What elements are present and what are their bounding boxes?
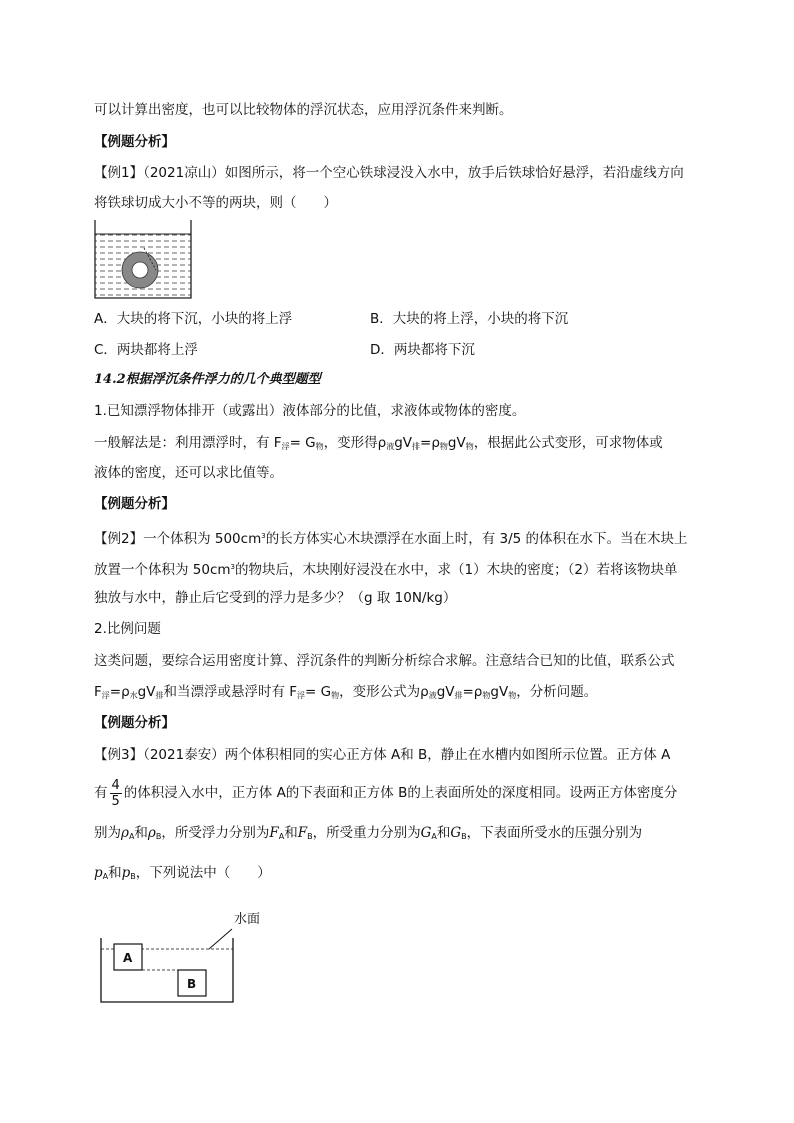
example3-line2: 有 $\frac{4}{5}$ 的体积浸入水中，正方体 A的下表面和正方体 B的上表面所处的深度相同。设两正方体密度分	[94, 777, 678, 809]
example2-line1: 【例2】一个体积为 $500cm^3$的长方体实心木块漂浮在水面上时，有 3/5 的体积在水下。当在木块上	[94, 531, 688, 547]
item1-line2: 液体的密度，还可以求比值等。	[94, 465, 283, 481]
fraction-four-fifths: $\frac{4}{5}$	[111, 777, 120, 809]
example2-line2: 放置一个体积为 $50cm^3$的物块后，木块刚好浸没在水中，求（1）木块的密度；（2）若将该物块单	[94, 562, 678, 578]
example-heading-1: 【例题分析】	[94, 134, 175, 150]
example3-line4: $p_A$和$p_B$，下列说法中（ ）	[94, 865, 271, 881]
item2-title: 2.比例问题	[94, 621, 161, 637]
example2-line3: 独放与水中，静止后它受到的浮力是多少？（g 取 10N/kg）	[94, 590, 457, 606]
option-b: B．大块的将上浮，小块的将下沉	[370, 311, 569, 327]
label-leader-line	[209, 929, 232, 949]
option-d: D．两块都将下沉	[370, 342, 475, 358]
example1-question-line1: 【例1】（2021凉山）如图所示，将一个空心铁球浸没入水中，放手后铁球恰好悬浮，若沿虚线方向	[94, 165, 684, 181]
example-heading-2: 【例题分析】	[94, 496, 175, 512]
hollow-ball-figure	[92, 220, 194, 300]
option-c: C．两块都将上浮	[94, 342, 198, 358]
item1-formula-line: 一般解法是：利用漂浮时，有 $F_浮= G_物$，变形得$\rho_液gV_排=\rho_物gV_物$，根据此公式变形，可求物体或	[94, 435, 663, 451]
option-a: A．大块的将下沉，小块的将上浮	[94, 311, 293, 327]
example1-question-line2: 将铁球切成大小不等的两块，则（ ）	[94, 195, 337, 211]
cubes-tank-figure	[96, 905, 276, 1005]
intro-paragraph: 可以计算出密度，也可以比较物体的浮沉状态，应用浮沉条件来判断。	[94, 102, 513, 118]
cube-b-label: B	[187, 977, 197, 991]
water-surface-label: 水面	[234, 912, 261, 927]
example3-line1: 【例3】（2021泰安）两个体积相同的实心正方体 A和 B，静止在水槽内如图所示位置。正方体 A	[94, 747, 671, 763]
cube-a-label: A	[123, 951, 133, 965]
ball-hollow	[132, 262, 148, 278]
item2-formula-line: $F_浮=\rho_水gV_排$和当漂浮或悬浮时有 $F_浮= G_物$，变形公式为$\rho_液gV_排=\rho_物gV_物$，分析问题。	[94, 684, 598, 700]
example3-line3: 别为$\rho_A$和$\rho_B$，所受浮力分别为$F_A$和$F_B$，所受重力分别为$G_A$和$G_B$，下表面所受水的压强分别为	[94, 825, 643, 841]
item2-line1: 这类问题，要综合运用密度计算、浮沉条件的判断分析综合求解。注意结合已知的比值，联系公式	[94, 653, 675, 669]
example-heading-3: 【例题分析】	[94, 715, 175, 731]
section-heading: 14.2根据浮沉条件浮力的几个典型题型	[94, 372, 321, 387]
item1-title: 1.已知漂浮物体排开（或露出）液体部分的比值，求液体或物体的密度。	[94, 403, 526, 419]
